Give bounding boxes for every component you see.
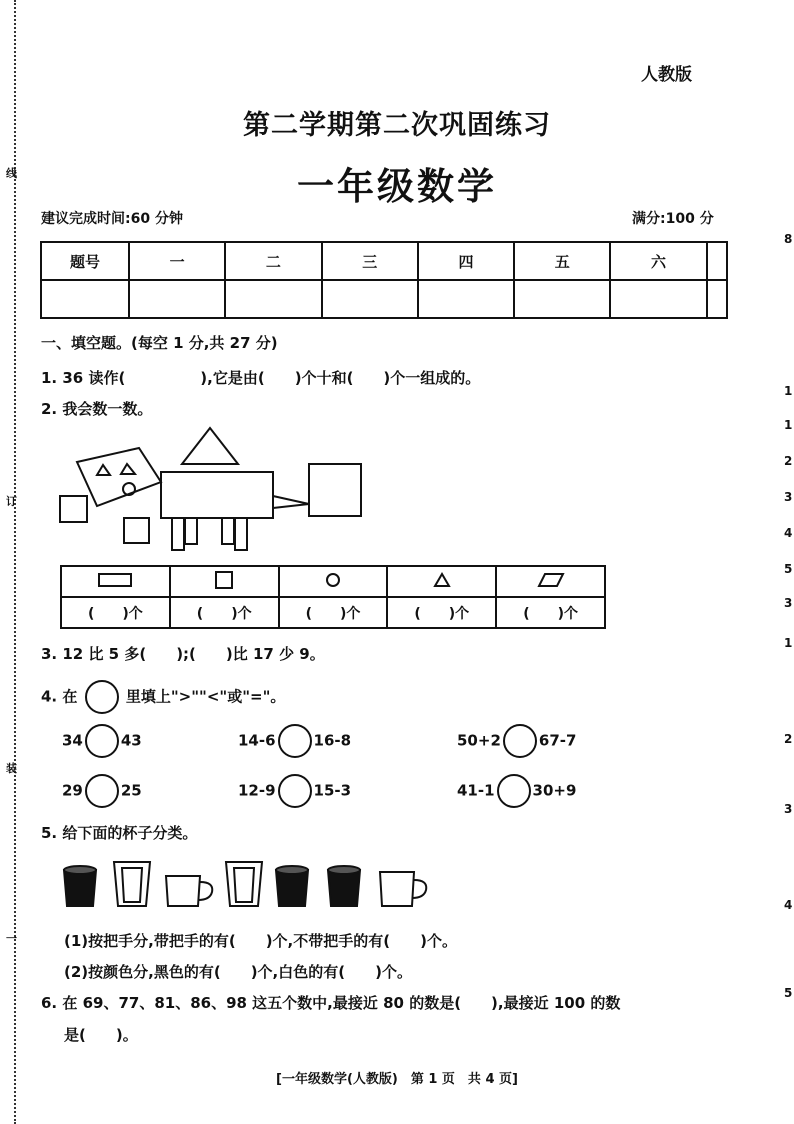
- comparison-left: 50+2: [457, 731, 501, 750]
- count-shape-cell: [170, 566, 279, 597]
- binding-mark: 装: [6, 762, 17, 775]
- edge-mark: 3: [784, 802, 793, 816]
- count-shape-cell: [61, 566, 170, 597]
- edge-mark: 5: [784, 562, 793, 576]
- score-header-cell: 六: [610, 242, 706, 280]
- binding-mark: 一: [6, 932, 17, 945]
- comparison-right: 30+9: [532, 781, 577, 800]
- comparison-item: [62, 774, 142, 808]
- edge-mark: 2: [784, 732, 793, 746]
- edge-mark: 1: [784, 384, 793, 398]
- suggested-time: 建议完成时间:60 分钟: [41, 211, 183, 227]
- comparison-circle[interactable]: [85, 774, 119, 808]
- question-6: 6. 在 69、77、81、86、98 这五个数中,最接近 80 的数是( ),最接近 100 的数: [41, 994, 621, 1012]
- question-4: [41, 680, 285, 714]
- comparison-item: [457, 774, 576, 808]
- score-blank-cell[interactable]: [322, 280, 418, 318]
- score-blank-cell[interactable]: [514, 280, 610, 318]
- leg-4: [235, 518, 247, 550]
- score-header-cell: 题号: [41, 242, 129, 280]
- edge-mark: 8: [784, 232, 793, 246]
- score-blank-cell[interactable]: [418, 280, 514, 318]
- question-5: 5. 给下面的杯子分类。: [41, 824, 198, 842]
- count-answer-cell[interactable]: ( )个: [387, 597, 496, 628]
- side-square-left: [60, 496, 87, 522]
- comparison-circle[interactable]: [503, 724, 537, 758]
- edge-mark: 4: [784, 898, 793, 912]
- count-shape-cell: [496, 566, 605, 597]
- question-2: 2. 我会数一数。: [41, 400, 153, 418]
- tail-triangle: [273, 496, 309, 508]
- cups-row: [60, 858, 440, 912]
- question-4-suffix: 里填上">""<"或"="。: [125, 687, 286, 706]
- edge-mark: 3: [784, 490, 793, 504]
- circle-icon: [325, 572, 341, 588]
- count-answer-cell[interactable]: ( )个: [170, 597, 279, 628]
- count-table: [60, 565, 606, 629]
- comparison-circle[interactable]: [278, 724, 312, 758]
- comparison-left: 29: [62, 781, 83, 800]
- comparison-right: 16-8: [313, 731, 352, 750]
- comparison-right: 15-3: [313, 781, 352, 800]
- edge-mark: 2: [784, 454, 793, 468]
- count-answer-cell[interactable]: ( )个: [61, 597, 170, 628]
- score-table-header-row: [41, 242, 727, 280]
- page-subtitle: 一年级数学: [297, 165, 497, 208]
- score-blank-cell[interactable]: [225, 280, 321, 318]
- leg-2: [185, 518, 197, 544]
- question-5-part-2: (2)按颜色分,黑色的有( )个,白色的有( )个。: [64, 963, 412, 981]
- page-footer: [一年级数学(人教版) 第 1 页 共 4 页]: [276, 1072, 518, 1087]
- score-header-cell: 四: [418, 242, 514, 280]
- edge-mark: 3: [784, 596, 793, 610]
- score-table: [40, 241, 728, 319]
- comparison-right: 67-7: [538, 731, 577, 750]
- tail-square: [309, 464, 361, 516]
- comparison-item: [238, 774, 351, 808]
- comparison-right: 43: [120, 731, 142, 750]
- count-shape-row: [61, 566, 605, 597]
- binding-mark: 线: [6, 167, 17, 180]
- body-rectangle: [161, 472, 273, 518]
- question-6-continued: 是( )。: [64, 1026, 138, 1044]
- face-triangle-left: [97, 465, 110, 475]
- score-header-cell: 五: [514, 242, 610, 280]
- white-mug-icon: [166, 876, 212, 906]
- leg-3: [222, 518, 234, 544]
- score-table-blank-row: [41, 280, 727, 318]
- edge-mark: 1: [784, 636, 793, 650]
- white-tall-cup-icon: [114, 862, 150, 906]
- question-3: 3. 12 比 5 多( );( )比 17 少 9。: [41, 645, 325, 663]
- side-square-bottom: [124, 518, 149, 543]
- question-4-prefix: 4. 在: [41, 687, 78, 706]
- comparison-left: 14-6: [238, 731, 276, 750]
- black-cup-icon: [276, 866, 308, 906]
- white-tall-cup-icon: [226, 862, 262, 906]
- comparison-item: [457, 724, 576, 758]
- comparison-circle[interactable]: [85, 724, 119, 758]
- score-blank-cell[interactable]: [707, 280, 727, 318]
- comparison-circle[interactable]: [278, 774, 312, 808]
- square-icon: [214, 570, 234, 590]
- triangle-icon: [433, 572, 451, 588]
- section-heading: 一、填空题。(每空 1 分,共 27 分): [41, 334, 278, 352]
- comparison-item: [238, 724, 351, 758]
- black-cup-icon: [328, 866, 360, 906]
- head-triangle: [182, 428, 238, 464]
- count-answer-cell[interactable]: ( )个: [496, 597, 605, 628]
- edge-mark: 1: [784, 418, 793, 432]
- edge-mark: 4: [784, 526, 793, 540]
- comparison-circle[interactable]: [497, 774, 531, 808]
- comparison-left: 34: [62, 731, 83, 750]
- face-triangle-right: [121, 464, 135, 474]
- parallelogram-icon: [537, 572, 565, 588]
- score-blank-cell[interactable]: [129, 280, 225, 318]
- rectangle-icon: [97, 572, 133, 588]
- count-answer-row: [61, 597, 605, 628]
- score-blank-cell[interactable]: [610, 280, 706, 318]
- score-blank-cell[interactable]: [41, 280, 129, 318]
- score-header-cell: 三: [322, 242, 418, 280]
- question-5-part-1: (1)按把手分,带把手的有( )个,不带把手的有( )个。: [64, 932, 457, 950]
- edge-mark: 5: [784, 986, 793, 1000]
- comparison-left: 12-9: [238, 781, 276, 800]
- score-header-cell: 一: [129, 242, 225, 280]
- binding-mark: 订: [6, 495, 17, 508]
- full-score: 满分:100 分: [632, 211, 714, 227]
- edition-label: 人教版: [641, 65, 692, 85]
- example-circle-icon: [85, 680, 119, 714]
- score-header-cell: [707, 242, 727, 280]
- parallelogram-face: [77, 448, 161, 506]
- score-header-cell: 二: [225, 242, 321, 280]
- comparison-item: [62, 724, 142, 758]
- leg-1: [172, 518, 184, 550]
- shape-figure: [55, 424, 375, 554]
- count-shape-cell: [387, 566, 496, 597]
- black-cup-icon: [64, 866, 96, 906]
- question-1: 1. 36 读作( ),它是由( )个十和( )个一组成的。: [41, 369, 481, 387]
- count-answer-cell[interactable]: ( )个: [279, 597, 388, 628]
- page-title: 第二学期第二次巩固练习: [243, 110, 551, 141]
- comparison-right: 25: [120, 781, 142, 800]
- comparison-left: 41-1: [457, 781, 495, 800]
- white-mug-icon: [380, 872, 426, 906]
- count-shape-cell: [279, 566, 388, 597]
